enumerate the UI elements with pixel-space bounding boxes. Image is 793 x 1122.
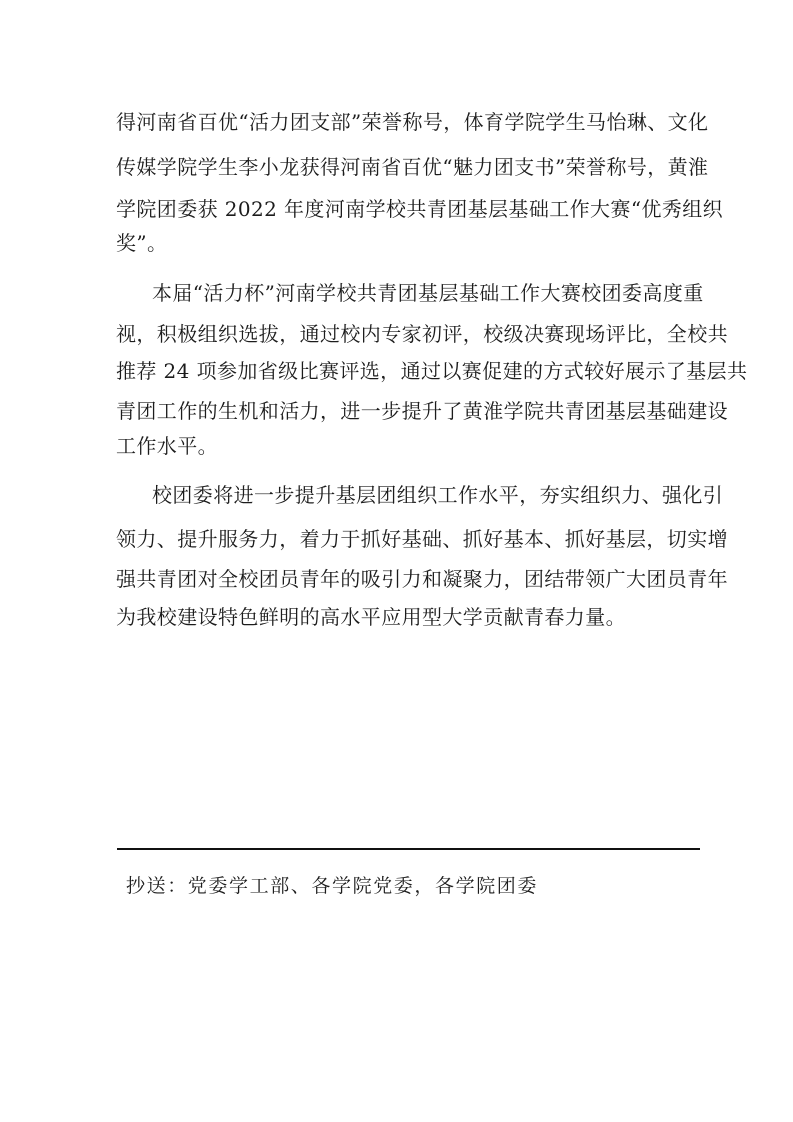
paragraph-line: 强共青团对全校团员青年的吸引力和凝聚力，团结带领广大团员青年 xyxy=(116,567,728,591)
paragraph-line: 本届“活力杯”河南学校共青团基层基础工作大赛校团委高度重 xyxy=(152,281,704,305)
cc-divider-line xyxy=(117,848,700,850)
paragraph-line: 学院团委获 2022 年度河南学校共青团基层基础工作大赛“优秀组织 xyxy=(116,197,724,221)
paragraph-line: 领力、提升服务力，着力于抓好基础、抓好基本、抓好基层，切实增 xyxy=(116,527,728,551)
paragraph-line: 为我校建设特色鲜明的高水平应用型大学贡献青春力量。 xyxy=(116,605,626,629)
paragraph-line: 推荐 24 项参加省级比赛评选，通过以赛促建的方式较好展示了基层共 xyxy=(116,359,748,383)
paragraph-line: 青团工作的生机和活力，进一步提升了黄淮学院共青团基层基础建设 xyxy=(116,399,728,423)
paragraph-line: 得河南省百优“活力团支部”荣誉称号，体育学院学生马怡琳、文化 xyxy=(116,110,709,134)
paragraph-line: 奖”。 xyxy=(116,231,168,255)
cc-recipients: 抄送：党委学工部、各学院党委，各学院团委 xyxy=(126,875,539,897)
paragraph-line: 校团委将进一步提升基层团组织工作水平，夯实组织力、强化引 xyxy=(152,483,724,507)
paragraph-line: 工作水平。 xyxy=(116,434,218,458)
paragraph-line: 视，积极组织选拔，通过校内专家初评，校级决赛现场评比，全校共 xyxy=(116,322,728,346)
paragraph-line: 传媒学院学生李小龙获得河南省百优“魅力团支书”荣誉称号，黄淮 xyxy=(116,155,709,179)
